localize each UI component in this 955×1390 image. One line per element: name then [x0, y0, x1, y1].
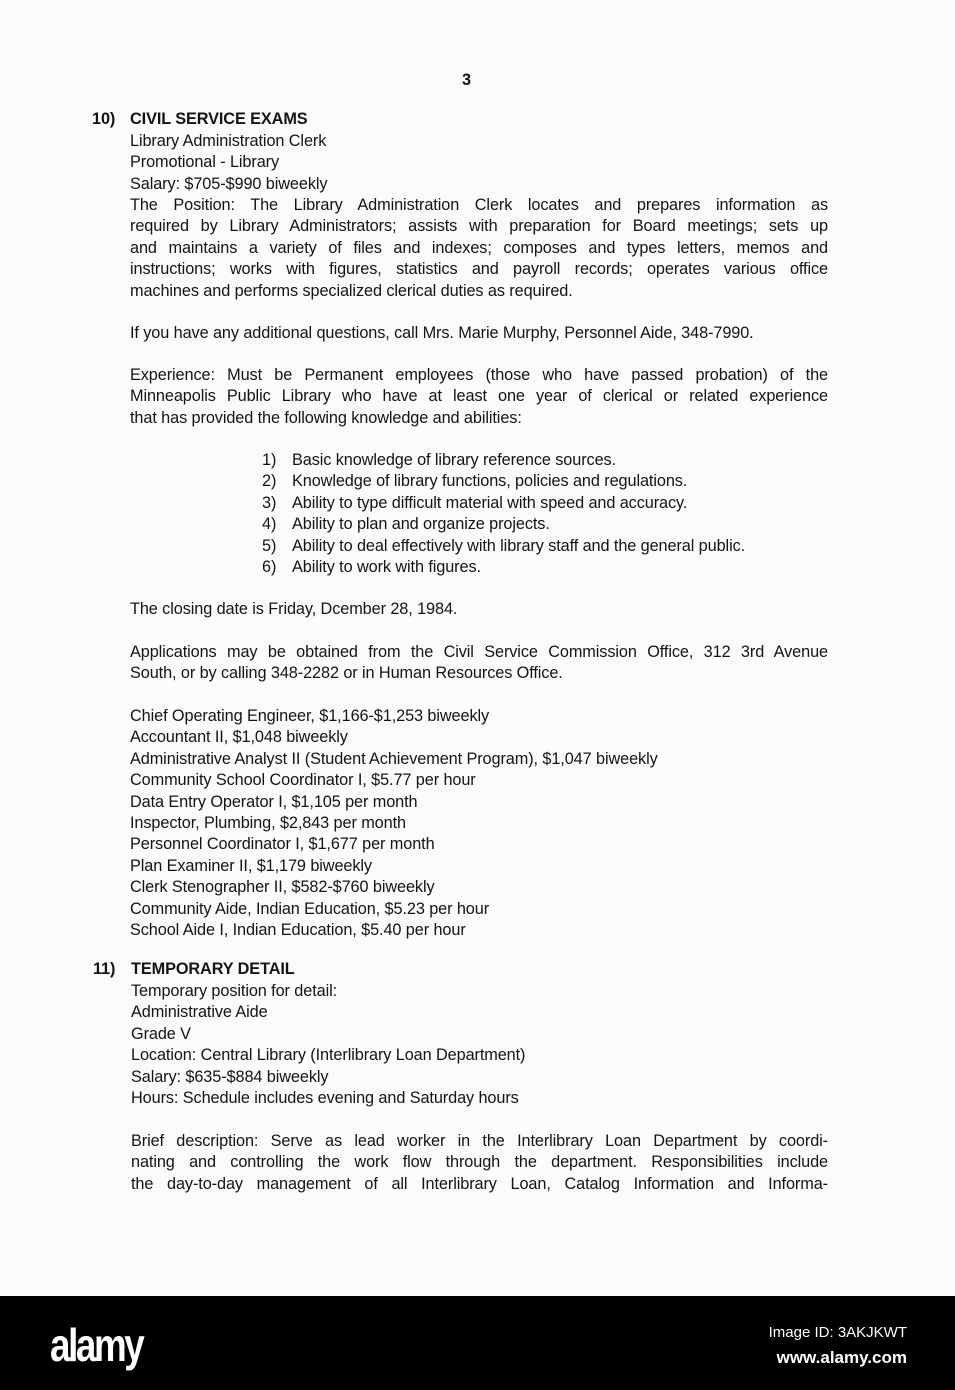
job-salary: Salary: $705-$990 biweekly	[130, 174, 328, 193]
section-title: CIVIL SERVICE EXAMS	[130, 110, 308, 128]
text-line: nating and controlling the work flow through the department. Responsibilities include	[131, 1153, 828, 1172]
list-item: 4) Ability to plan and organize projects.	[262, 515, 550, 534]
text-line: Administrative Aide	[131, 1003, 268, 1022]
image-id: Image ID: 3AKJKWT	[768, 1324, 907, 1341]
job-listing: Administrative Analyst II (Student Achievement Program), $1,047 biweekly	[130, 749, 658, 768]
questions-contact: If you have any additional questions, call Mrs. Marie Murphy, Personnel Aide, 348-7990.	[130, 324, 754, 342]
job-listing: Community Aide, Indian Education, $5.23 per hour	[130, 899, 490, 918]
text-line: and maintains a variety of files and indexes; composes and types letters, memos and	[130, 238, 828, 257]
text-line: instructions; works with figures, statistics and payroll records; operates various office	[130, 260, 828, 279]
text-line: required by Library Administrators; assists with preparation for Board meetings; sets up	[130, 217, 828, 236]
text-line: Brief description: Serve as lead worker in the Interlibrary Loan Department by coordi-	[131, 1132, 828, 1150]
job-summary	[130, 131, 327, 195]
text-line: the day-to-day management of all Interlibrary Loan, Catalog Information and Informa-	[131, 1174, 828, 1193]
job-listing: Community School Coordinator I, $5.77 per hour	[130, 771, 476, 790]
job-listing: Data Entry Operator I, $1,105 per month	[130, 792, 418, 811]
job-title: Library Administration Clerk	[130, 132, 327, 150]
abilities-list	[262, 450, 746, 578]
list-item: 6) Ability to work with figures.	[262, 558, 481, 577]
section-number: 11)	[93, 960, 116, 978]
watermark-url: www.alamy.com	[776, 1348, 907, 1367]
list-item: 2) Knowledge of library functions, policies and regulations.	[262, 472, 688, 491]
job-listing: Clerk Stenographer II, $582-$760 biweekly	[130, 878, 435, 897]
list-item: 1) Basic knowledge of library reference sources.	[262, 451, 616, 469]
page-number: 3	[462, 71, 471, 89]
job-listing: School Aide I, Indian Education, $5.40 per hour	[130, 921, 466, 940]
list-item: 3) Ability to type difficult material with speed and accuracy.	[262, 493, 688, 512]
text-line: Salary: $635-$884 biweekly	[131, 1067, 329, 1086]
experience-requirements	[130, 365, 828, 429]
text-line: Experience: Must be Permanent employees (those who have passed probation) of the	[130, 366, 828, 384]
temporary-detail-summary	[131, 981, 525, 1109]
job-type: Promotional - Library	[130, 153, 280, 172]
text-line: that has provided the following knowledge and abilities:	[130, 408, 522, 427]
text-line: The Position: The Library Administration Clerk locates and prepares information as	[130, 196, 828, 214]
text-line: Grade V	[131, 1024, 191, 1043]
text-line: South, or by calling 348-2282 or in Human Resources Office.	[130, 664, 563, 683]
text-line: Temporary position for detail:	[131, 982, 338, 1000]
job-listing: Accountant II, $1,048 biweekly	[130, 728, 348, 747]
alamy-logo: alamy	[50, 1319, 143, 1371]
brief-description	[131, 1131, 828, 1195]
job-listings	[130, 706, 658, 941]
list-item: 5) Ability to deal effectively with library staff and the general public.	[262, 536, 746, 555]
applications-info	[130, 642, 828, 685]
text-line: Hours: Schedule includes evening and Saturday hours	[131, 1089, 519, 1108]
job-listing: Personnel Coordinator I, $1,677 per month	[130, 835, 435, 854]
text-line: Location: Central Library (Interlibrary Loan Department)	[131, 1046, 526, 1065]
section-title: TEMPORARY DETAIL	[131, 960, 295, 978]
text-line: Minneapolis Public Library who have at least one year of clerical or related experience	[130, 387, 828, 406]
section-number: 10)	[92, 110, 116, 128]
text-line: Applications may be obtained from the Civil Service Commission Office, 312 3rd Avenue	[130, 643, 828, 661]
position-description	[130, 195, 828, 302]
job-listing: Inspector, Plumbing, $2,843 per month	[130, 814, 406, 833]
section-11-heading	[93, 959, 295, 980]
watermark-banner	[0, 1296, 955, 1390]
closing-date: The closing date is Friday, Dcember 28, 1984.	[130, 600, 458, 618]
text-line: machines and performs specialized clerical duties as required.	[130, 281, 573, 300]
job-listing: Plan Examiner II, $1,179 biweekly	[130, 856, 372, 875]
job-listing: Chief Operating Engineer, $1,166-$1,253 biweekly	[130, 707, 490, 725]
section-10-heading	[92, 109, 308, 130]
